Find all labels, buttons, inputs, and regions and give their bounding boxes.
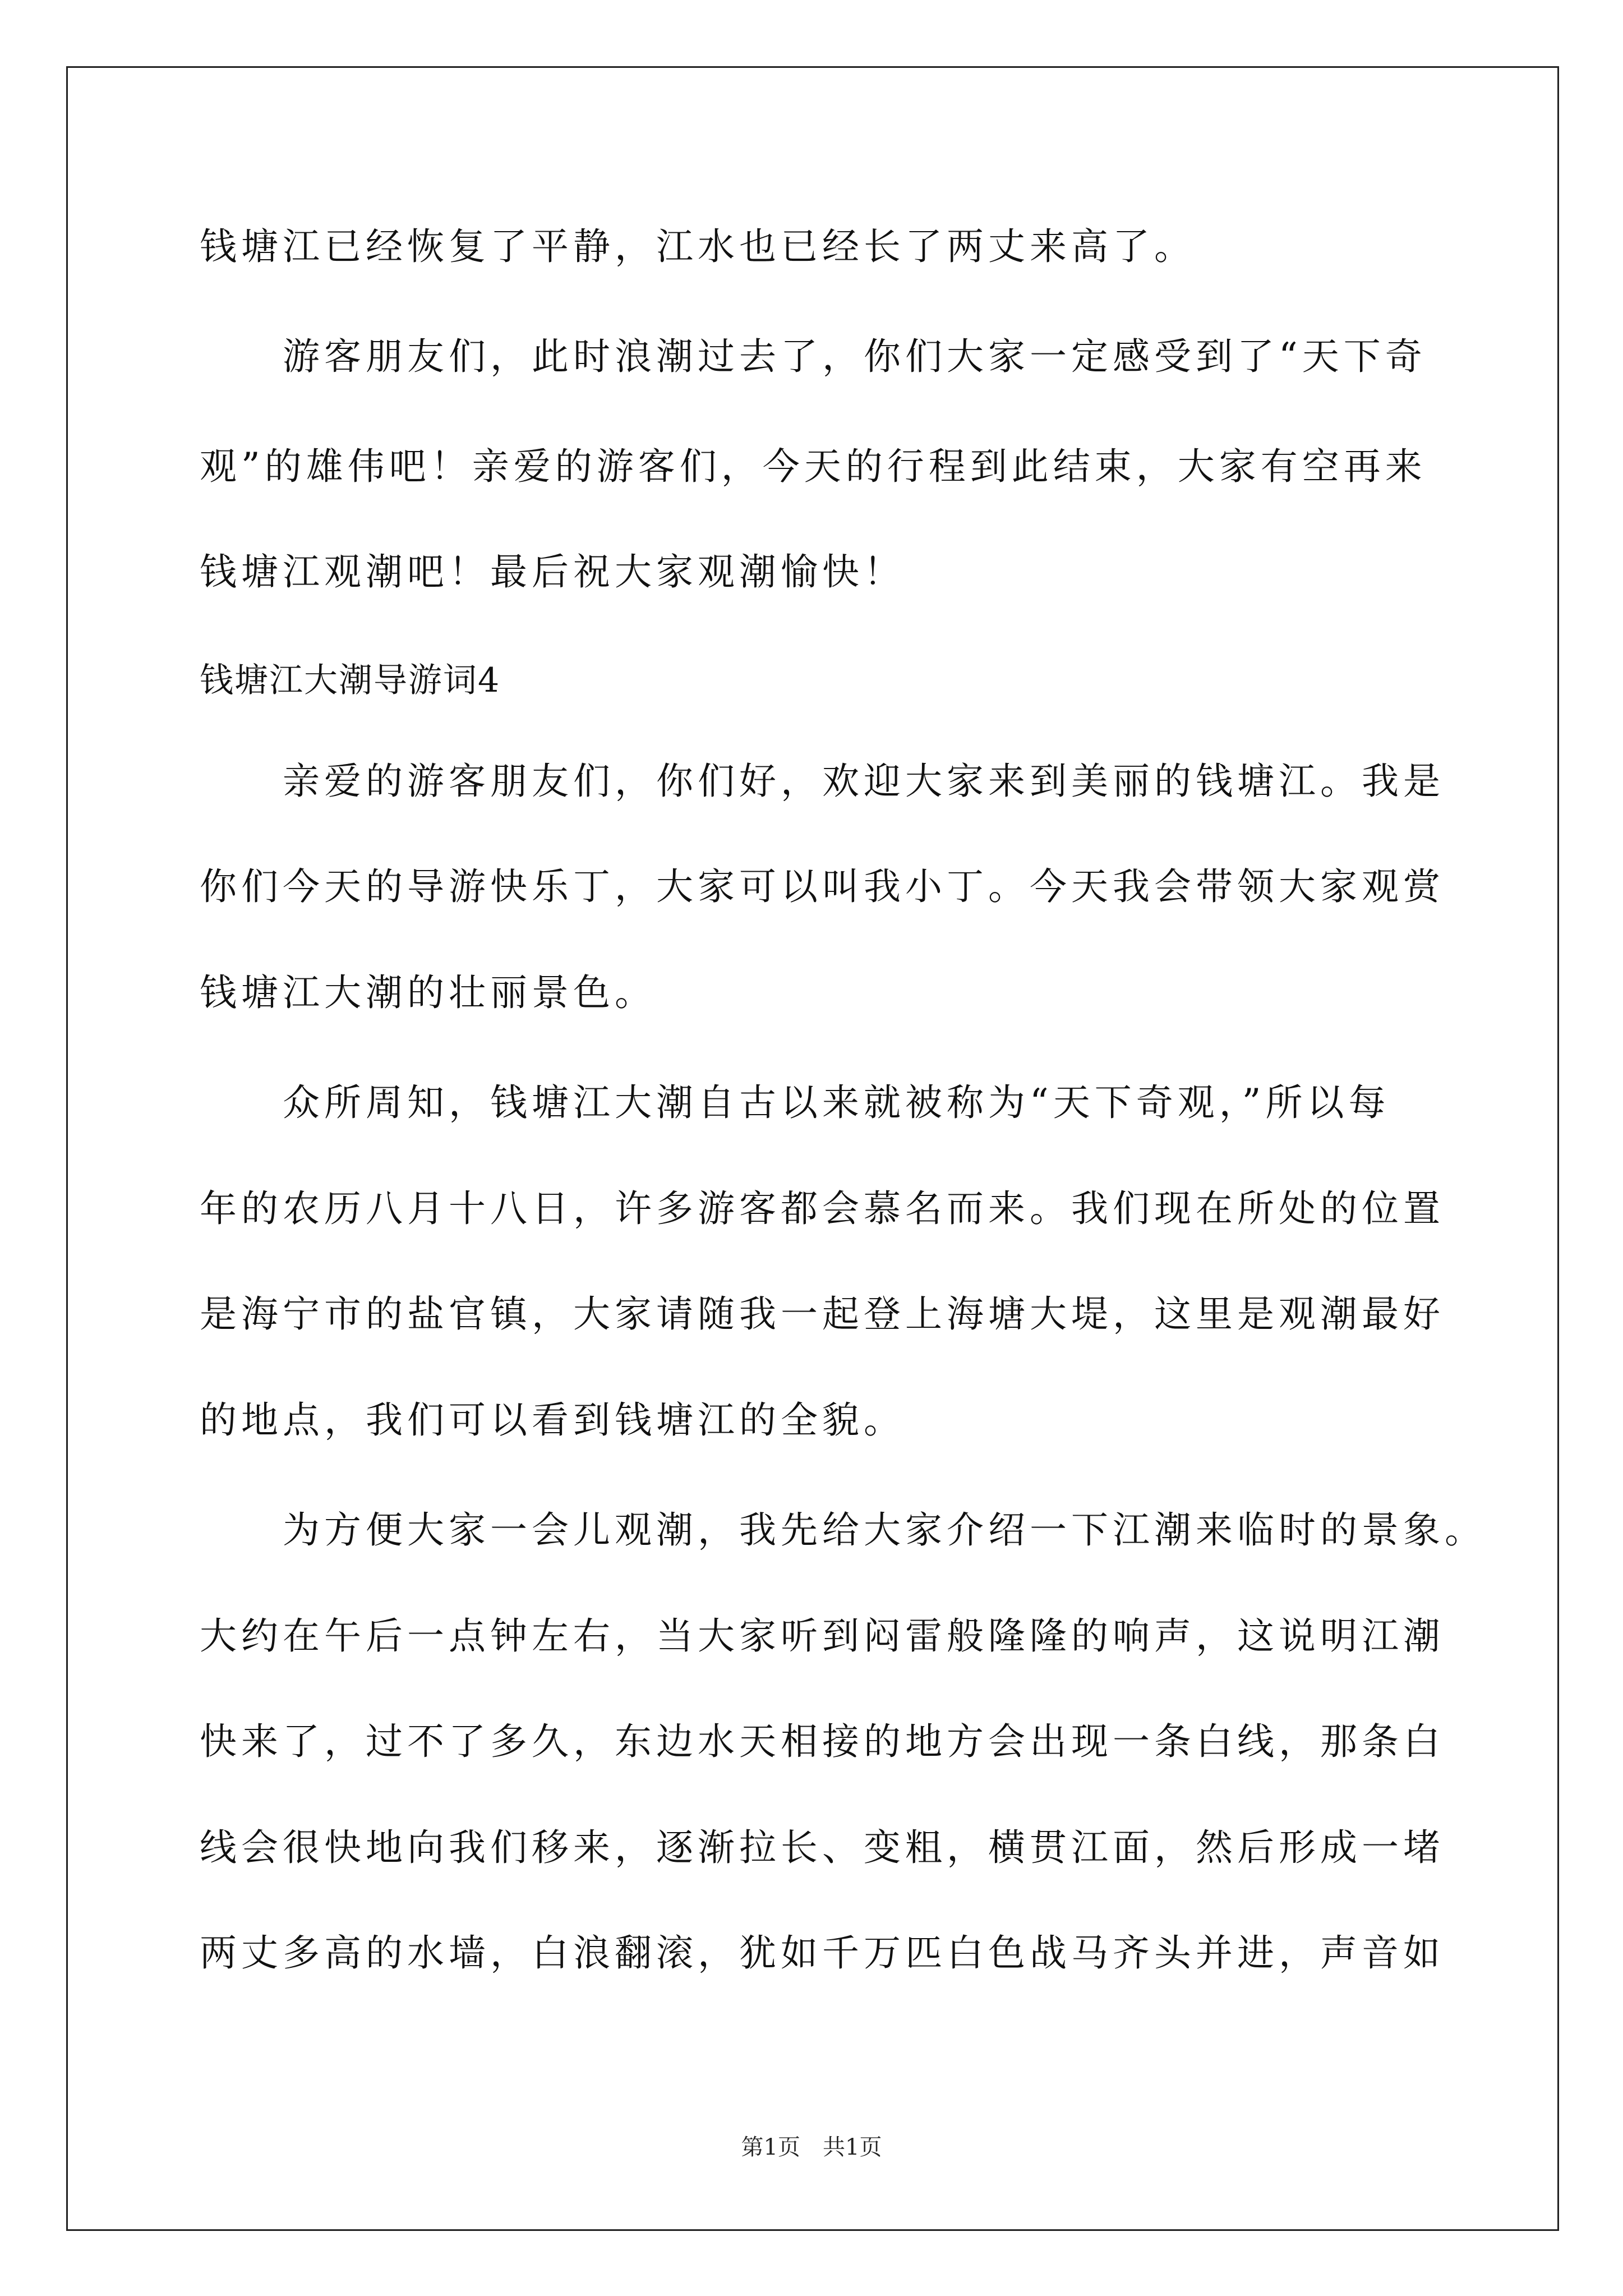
text-line: 两丈多高的水墙，白浪翻滚，犹如千万匹白色战马齐头并进，声音如: [200, 1931, 1445, 1975]
text-line: 是海宁市的盐官镇，大家请随我一起登上海塘大堤，这里是观潮最好: [200, 1292, 1445, 1336]
text-line: 众所周知，钱塘江大潮自古以来就被称为“天下奇观，”所以每: [200, 1081, 1390, 1124]
text-line: 大约在午后一点钟左右，当大家听到闷雷般隆隆的响声，这说明江潮: [200, 1614, 1445, 1658]
text-line: 线会很快地向我们移来，逐渐拉长、变粗，横贯江面，然后形成一堵: [200, 1826, 1445, 1869]
text-line: 你们今天的导游快乐丁，大家可以叫我小丁。今天我会带领大家观赏: [200, 865, 1445, 908]
page-total: 共1页: [823, 2134, 882, 2160]
text-line: 为方便大家一会儿观潮，我先给大家介绍一下江潮来临时的景象。: [200, 1508, 1486, 1552]
text-line: 快来了，过不了多久，东边水天相接的地方会出现一条白线，那条白: [200, 1720, 1445, 1763]
page-border: [66, 66, 1559, 2231]
text-line: 年的农历八月十八日，许多游客都会慕名而来。我们现在所处的位置: [200, 1187, 1445, 1230]
page-footer: [0, 2129, 1623, 2161]
text-line: 亲爱的游客朋友们，你们好，欢迎大家来到美丽的钱塘江。我是: [200, 760, 1445, 803]
text-line: 的地点，我们可以看到钱塘江的全貌。: [200, 1398, 905, 1442]
page-number: 第1页: [741, 2134, 800, 2160]
text-line: 钱塘江观潮吧！最后祝大家观潮愉快！: [200, 550, 905, 593]
text-line: 钱塘江大潮的壮丽景色。: [200, 971, 656, 1014]
text-line: 观”的雄伟吧！亲爱的游客们，今天的行程到此结束，大家有空再来: [200, 445, 1427, 488]
text-line: 游客朋友们，此时浪潮过去了，你们大家一定感受到了“天下奇: [200, 335, 1427, 378]
section-heading: 钱塘江大潮导游词4: [200, 661, 501, 700]
text-line: 钱塘江已经恢复了平静，江水也已经长了两丈来高了。: [200, 225, 1196, 268]
